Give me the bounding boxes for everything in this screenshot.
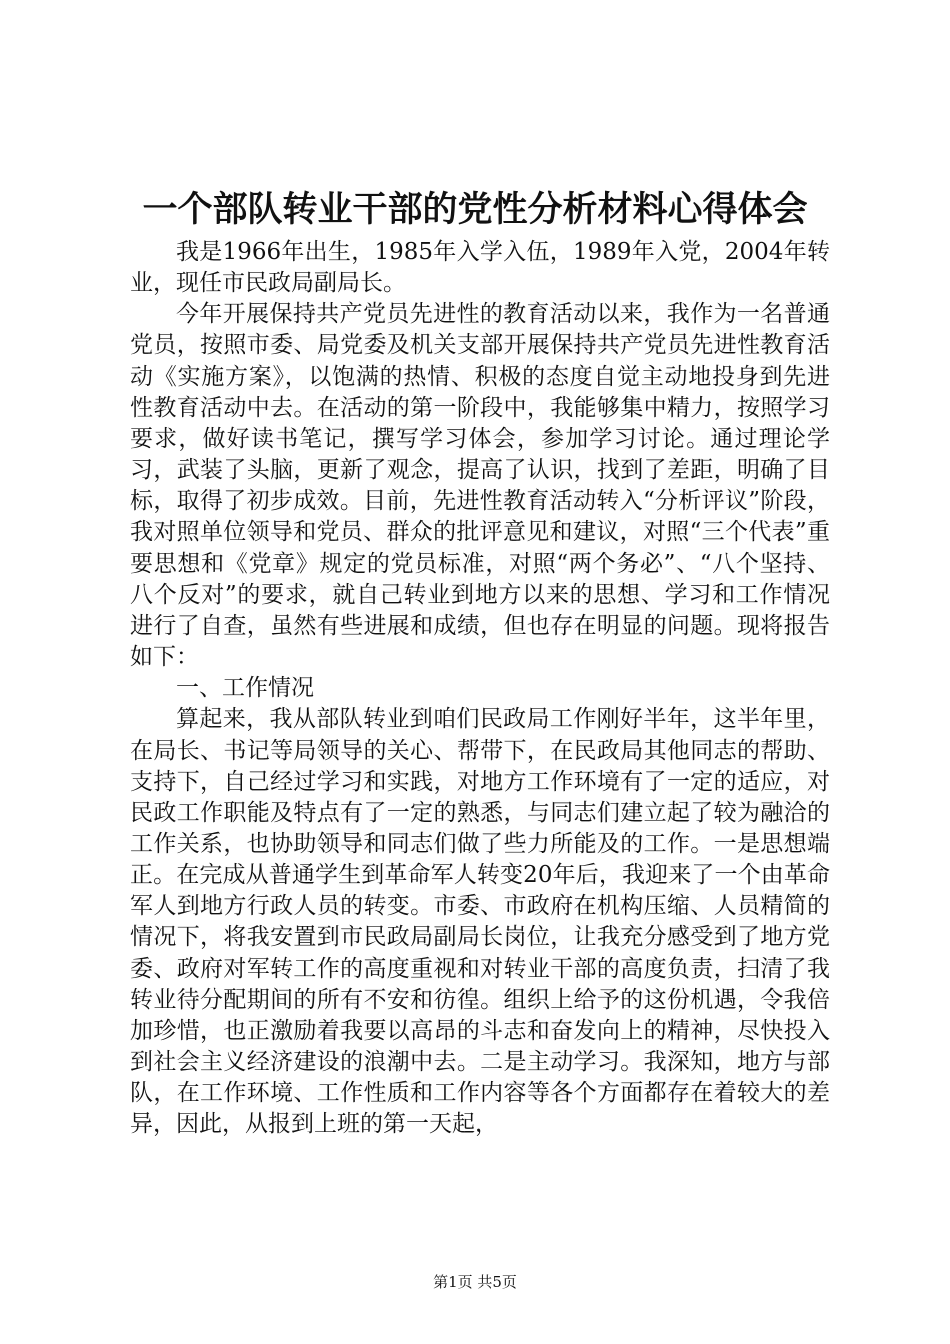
paragraph-background: 今年开展保持共产党员先进性的教育活动以来，我作为一名普通党员，按照市委、局党委及机关支部开展保持共产党员先进性教育活动《实施方案》，以饱满的热情、积极的态度自觉主动地投身到先进性教育活动中去。在活动的第一阶段中，我能够集中精力，按照学习要求，做好读书笔记，撰写学习体会，参加学习讨论。通过理论学习，武装了头脑，更新了观念，提高了认识，找到了差距，明确了目标，取得了初步成效。目前，先进性教育活动转入“分析评议”阶段，我对照单位领导和党员、群众的批评意见和建议，对照“三个代表”重要思想和《党章》规定的党员标准，对照“两个务必”、“八个坚持、八个反对”的要求，就自己转业到地方以来的思想、学习和工作情况进行了自查，虽然有些进展和成绩，但也存在明显的问题。现将报告如下：	[130, 301, 830, 671]
section-heading-work: 一、工作情况	[176, 675, 314, 702]
paragraph-work-situation: 算起来，我从部队转业到咱们民政局工作刚好半年，这半年里，在局长、书记等局领导的关心、帮带下，在民政局其他同志的帮助、支持下，自己经过学习和实践，对地方工作环境有了一定的适应，对民政工作职能及特点有了一定的熟悉，与同志们建立起了较为融洽的工作关系，也协助领导和同志们做了些力所能及的工作。一是思想端正。在完成从普通学生到革命军人转变20年后，我迎来了一个由革命军人到地方行政人员的转变。市委、市政府在机构压缩、人员精简的情况下，将我安置到市民政局副局长岗位，让我充分感受到了地方党委、政府对军转工作的高度重视和对转业干部的高度负责，扫清了我转业待分配期间的所有不安和彷徨。组织上给予的这份机遇，令我倍加珍惜，也正激励着我要以高昂的斗志和奋发向上的精神，尽快投入到社会主义经济建设的浪潮中去。二是主动学习。我深知，地方与部队，在工作环境、工作性质和工作内容等各个方面都存在着较大的差异，因此，从报到上班的第一天起，	[130, 706, 830, 1138]
paragraph-intro: 我是1966年出生，1985年入学入伍，1989年入党，2004年转业，现任市民政局副局长。	[130, 239, 830, 297]
page-footer: 第1页 共5页	[433, 1273, 517, 1291]
document-body	[130, 237, 830, 1141]
document-title: 一个部队转业干部的党性分析材料心得体会	[142, 189, 808, 230]
